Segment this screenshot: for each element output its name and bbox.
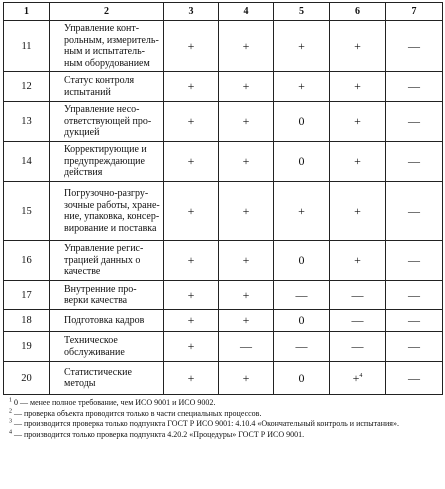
cell-col-5: 0 bbox=[274, 102, 330, 142]
cell-col-5: 0 bbox=[274, 362, 330, 395]
cell-col-7: — bbox=[386, 102, 443, 142]
cell-col-5: — bbox=[274, 332, 330, 362]
row-number: 12 bbox=[4, 72, 50, 102]
cell-col-6-value: — bbox=[351, 287, 364, 302]
cell-col-6-value: + bbox=[354, 79, 361, 93]
cell-col-7: — bbox=[386, 21, 443, 72]
cell-col-6 bbox=[330, 182, 386, 241]
cell-col-6-value: + bbox=[354, 38, 361, 53]
requirement-name: Подготовка кадров bbox=[50, 310, 164, 332]
table-row bbox=[4, 332, 443, 362]
cell-col-4: + bbox=[219, 142, 274, 182]
table-row bbox=[4, 142, 443, 182]
cell-col-6 bbox=[330, 281, 386, 310]
table-row bbox=[4, 241, 443, 281]
row-number: 18 bbox=[4, 310, 50, 332]
footnote-text: — проверка объекта проводится только в части специальных процессов. bbox=[14, 408, 262, 418]
requirements-table bbox=[3, 2, 443, 395]
cell-col-7: — bbox=[386, 310, 443, 332]
row-number: 15 bbox=[4, 182, 50, 241]
cell-col-3: + bbox=[164, 332, 219, 362]
requirement-name: Корректирующие и предупреждающие действия bbox=[50, 142, 164, 182]
requirement-name: Внутренние про-верки качества bbox=[50, 281, 164, 310]
cell-col-4: + bbox=[219, 182, 274, 241]
cell-col-7: — bbox=[386, 142, 443, 182]
row-number: 13 bbox=[4, 102, 50, 142]
row-number: 14 bbox=[4, 142, 50, 182]
row-number: 20 bbox=[4, 362, 50, 395]
cell-col-6 bbox=[330, 362, 386, 395]
cell-col-4: — bbox=[219, 332, 274, 362]
column-header-1: 1 bbox=[4, 3, 50, 21]
cell-col-3: + bbox=[164, 310, 219, 332]
footnote bbox=[9, 398, 442, 409]
requirement-name: Управление регис-трацией данных о качестве bbox=[50, 241, 164, 281]
cell-col-6 bbox=[330, 72, 386, 102]
cell-col-6 bbox=[330, 332, 386, 362]
column-header-2: 2 bbox=[50, 3, 164, 21]
cell-col-6 bbox=[330, 21, 386, 72]
table-row bbox=[4, 21, 443, 72]
cell-col-3: + bbox=[164, 281, 219, 310]
cell-col-4: + bbox=[219, 72, 274, 102]
cell-col-7: — bbox=[386, 281, 443, 310]
table-row bbox=[4, 310, 443, 332]
cell-col-3: + bbox=[164, 142, 219, 182]
cell-col-4: + bbox=[219, 102, 274, 142]
cell-col-5: 0 bbox=[274, 142, 330, 182]
cell-col-7: — bbox=[386, 72, 443, 102]
footnote-marker: 4 bbox=[9, 428, 12, 435]
cell-col-7: — bbox=[386, 362, 443, 395]
table-row bbox=[4, 362, 443, 395]
cell-col-4: + bbox=[219, 310, 274, 332]
footnote-marker: 3 bbox=[9, 418, 12, 425]
footnotes bbox=[3, 395, 445, 440]
cell-col-6-value: — bbox=[351, 339, 364, 353]
cell-col-7: — bbox=[386, 332, 443, 362]
cell-col-3: + bbox=[164, 182, 219, 241]
cell-col-3: + bbox=[164, 72, 219, 102]
requirement-name: Управление несо-ответствующей про-дукцией bbox=[50, 102, 164, 142]
column-header-3: 3 bbox=[164, 3, 219, 21]
row-number: 16 bbox=[4, 241, 50, 281]
requirement-name: Техническое обслуживание bbox=[50, 332, 164, 362]
footnote bbox=[9, 409, 442, 420]
cell-col-3: + bbox=[164, 102, 219, 142]
column-header-7: 7 bbox=[386, 3, 443, 21]
table-row bbox=[4, 281, 443, 310]
footnote-ref: 4 bbox=[359, 372, 363, 379]
requirement-name: Статус контроля испытаний bbox=[50, 72, 164, 102]
cell-col-5: — bbox=[274, 281, 330, 310]
row-number: 19 bbox=[4, 332, 50, 362]
requirement-name: Управление конт-рольным, измеритель-ным и испытатель-ным оборудованием bbox=[50, 21, 164, 72]
column-header-5: 5 bbox=[274, 3, 330, 21]
row-number: 17 bbox=[4, 281, 50, 310]
table-row bbox=[4, 72, 443, 102]
table-body bbox=[4, 21, 443, 395]
cell-col-3: + bbox=[164, 21, 219, 72]
footnote-text: — производится только проверка подпункта 4.20.2 «Процедуры» ГОСТ Р ИСО 9001. bbox=[14, 429, 305, 439]
table-header-row bbox=[4, 3, 443, 21]
requirement-name: Статистические методы bbox=[50, 362, 164, 395]
cell-col-4: + bbox=[219, 21, 274, 72]
cell-col-6 bbox=[330, 102, 386, 142]
cell-col-6-value: + bbox=[352, 370, 360, 385]
cell-col-7: — bbox=[386, 241, 443, 281]
cell-col-6-value: + bbox=[354, 154, 361, 168]
cell-col-7: — bbox=[386, 182, 443, 241]
footnote-marker: 2 bbox=[9, 407, 12, 414]
cell-col-6 bbox=[330, 241, 386, 281]
cell-col-5: + bbox=[274, 72, 330, 102]
column-header-4: 4 bbox=[219, 3, 274, 21]
cell-col-6-value: + bbox=[354, 253, 361, 267]
cell-col-4: + bbox=[219, 281, 274, 310]
requirement-name: Погрузочно-разгру-зочные работы, хране-ние, упаковка, консер-вирование и поставка bbox=[50, 182, 164, 241]
table-row bbox=[4, 102, 443, 142]
cell-col-4: + bbox=[219, 362, 274, 395]
column-header-6: 6 bbox=[330, 3, 386, 21]
cell-col-6 bbox=[330, 142, 386, 182]
footnote bbox=[9, 419, 442, 430]
cell-col-5: + bbox=[274, 182, 330, 241]
row-number: 11 bbox=[4, 21, 50, 72]
footnote-text: — производится проверка только подпункта ГОСТ Р ИСО 9001: 4.10.4 «Окончательный контроль и испытания». bbox=[14, 419, 399, 428]
cell-col-6-value: + bbox=[354, 114, 361, 128]
cell-col-5: 0 bbox=[274, 241, 330, 281]
footnote-text: 0 — менее полное требование, чем ИСО 9001 и ИСО 9002. bbox=[14, 398, 216, 407]
cell-col-4: + bbox=[219, 241, 274, 281]
cell-col-5: + bbox=[274, 21, 330, 72]
cell-col-5: 0 bbox=[274, 310, 330, 332]
cell-col-3: + bbox=[164, 362, 219, 395]
cell-col-3: + bbox=[164, 241, 219, 281]
cell-col-6 bbox=[330, 310, 386, 332]
cell-col-6-value: + bbox=[354, 203, 361, 218]
footnote-marker: 1 bbox=[9, 397, 12, 404]
footnote bbox=[9, 430, 442, 441]
table-row bbox=[4, 182, 443, 241]
cell-col-6-value: — bbox=[351, 313, 364, 327]
